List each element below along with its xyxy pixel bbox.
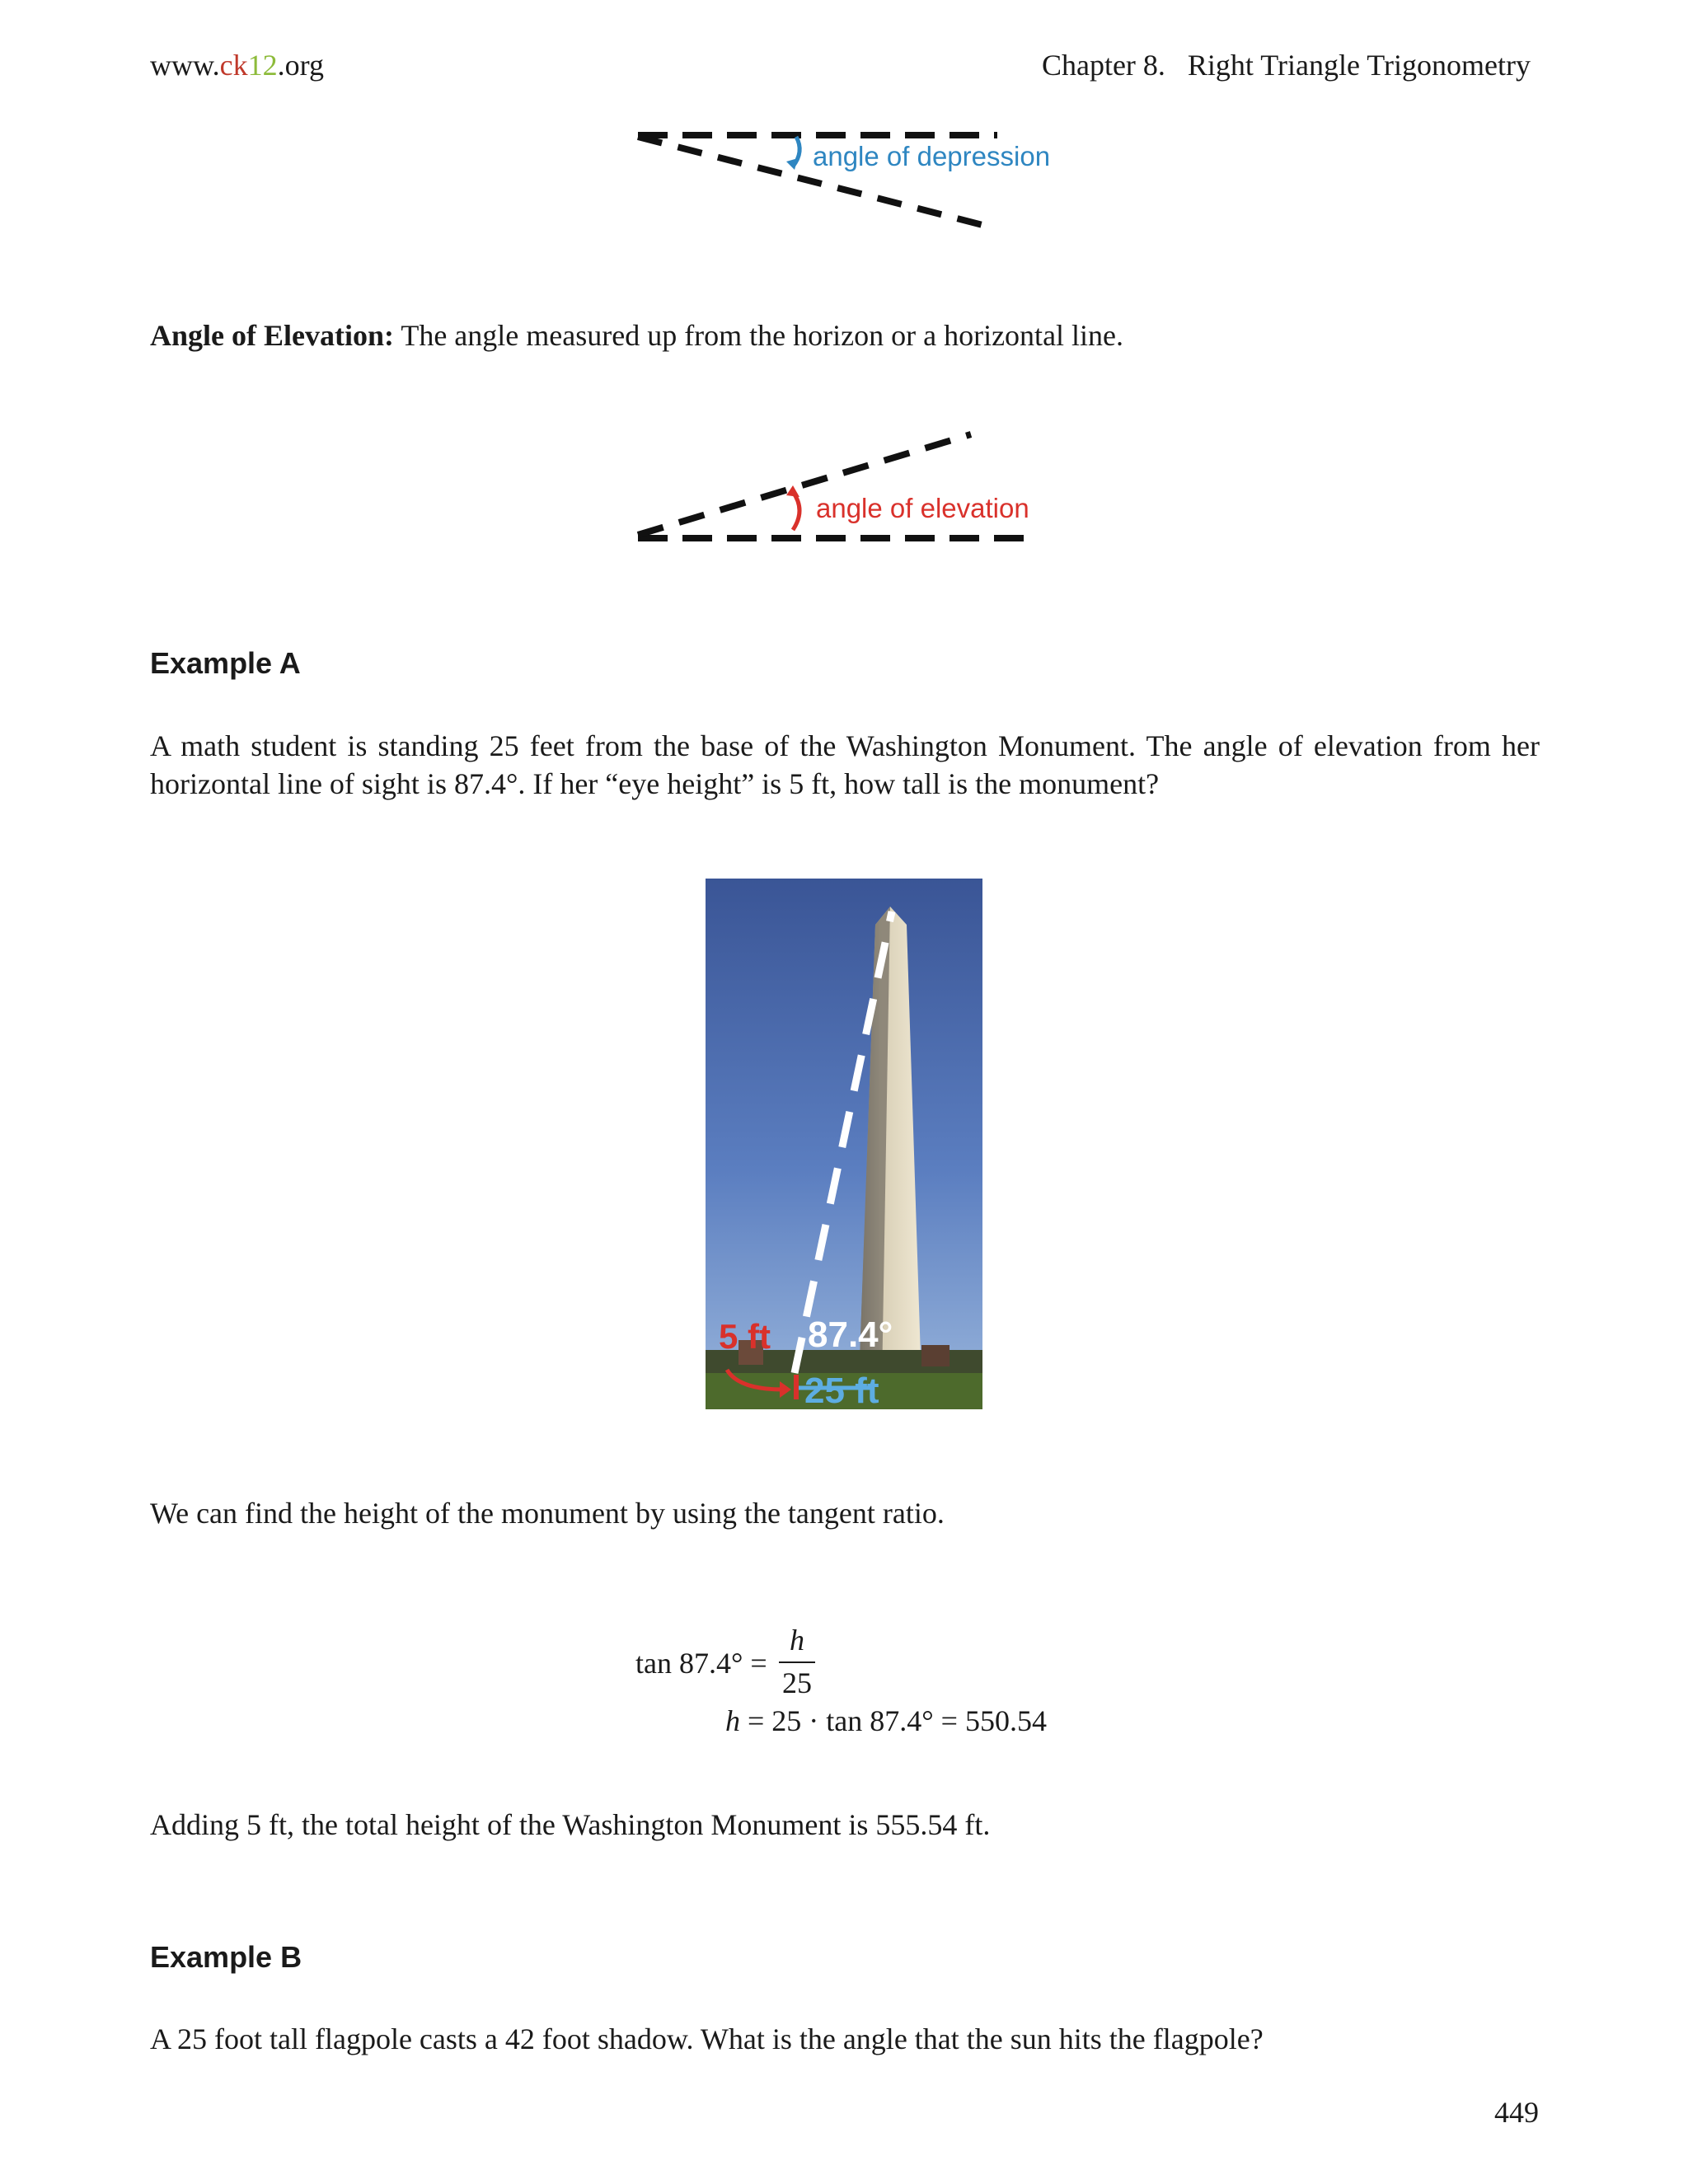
site-url-prefix: www. bbox=[150, 49, 220, 82]
chapter-title: Chapter 8. Right Triangle Trigonometry bbox=[1041, 49, 1531, 82]
depression-label: angle of depression bbox=[813, 141, 1051, 171]
equation-2 bbox=[725, 1704, 1047, 1738]
site-url-suffix: .org bbox=[277, 49, 324, 82]
distance-label: 25 ft bbox=[804, 1371, 879, 1409]
five-ft-label: 5 ft bbox=[719, 1317, 771, 1356]
site-url-12: 12 bbox=[247, 49, 278, 82]
depression-arrowhead-icon bbox=[786, 158, 798, 170]
example-a-conclusion: Adding 5 ft, the total height of the Washington Monument is 555.54 ft. bbox=[150, 1808, 991, 1841]
equation-1-denominator: 25 bbox=[782, 1666, 812, 1699]
depression-figure bbox=[635, 124, 1063, 239]
elevation-figure bbox=[635, 424, 1063, 548]
definition-term: Angle of Elevation: bbox=[150, 319, 394, 352]
equation-1-fraction-bar bbox=[779, 1661, 815, 1663]
equation-1-left: tan 87.4° = bbox=[635, 1647, 767, 1680]
elevation-arrowhead-icon bbox=[786, 485, 799, 497]
equation-1-numerator: h bbox=[790, 1624, 804, 1657]
elevation-label: angle of elevation bbox=[816, 493, 1029, 523]
elevation-arc-icon bbox=[793, 492, 799, 530]
example-a-method: We can find the height of the monument by using the tangent ratio. bbox=[150, 1497, 945, 1530]
example-a-problem: A math student is standing 25 feet from the base of the Washington Monument. The angle of elevation from her horizontal line of sight is 87.4°. If her “eye height” is 5 ft, how tall is the monument? bbox=[150, 729, 1540, 800]
example-a-heading: Example A bbox=[150, 646, 301, 680]
definition-paragraph bbox=[150, 316, 1123, 354]
example-b-problem: A 25 foot tall flagpole casts a 42 foot shadow. What is the angle that the sun hits the flagpole? bbox=[150, 2022, 1264, 2055]
angle-label: 87.4° bbox=[808, 1315, 893, 1355]
page-number: 449 bbox=[1494, 2096, 1539, 2129]
definition-text: The angle measured up from the horizon or a horizontal line. bbox=[393, 319, 1124, 352]
equation-2-rest: = 25 · tan 87.4° = 550.54 bbox=[740, 1704, 1047, 1737]
equation-2-h: h bbox=[725, 1704, 740, 1737]
site-url-ck: ck bbox=[219, 49, 248, 82]
example-b-heading: Example B bbox=[150, 1940, 302, 1974]
building-right bbox=[921, 1345, 950, 1366]
site-url bbox=[150, 48, 324, 82]
monument-photo bbox=[706, 879, 982, 1409]
